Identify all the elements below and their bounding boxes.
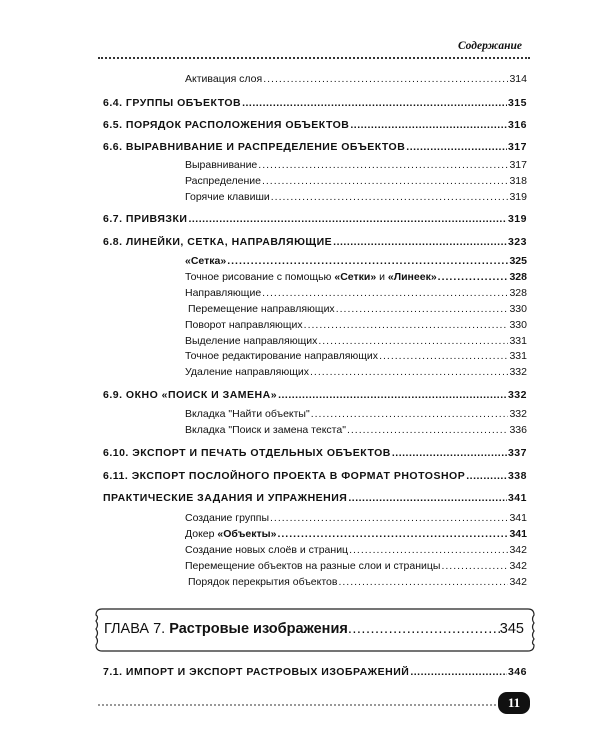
leader-dots (347, 424, 509, 436)
leader-dots (349, 544, 508, 556)
leader-dots (242, 97, 507, 109)
toc-entry (185, 408, 527, 420)
toc-section (103, 389, 527, 401)
leader-dots (271, 191, 509, 203)
toc-section (103, 236, 527, 248)
leader-dots (410, 666, 507, 678)
toc-entry-page: 331 (509, 335, 527, 347)
toc-entry-page: 317 (509, 159, 527, 171)
toc-entry (185, 271, 527, 283)
toc-entry-page: 341 (509, 528, 527, 540)
chapter-heading (104, 621, 524, 637)
leader-dots (348, 621, 500, 637)
toc-entry-page: 342 (509, 576, 527, 588)
toc-section-title: 6.11. ЭКСПОРТ ПОСЛОЙНОГО ПРОЕКТА В ФОРМАТ PHOTOSHOP (103, 470, 466, 482)
toc-section-page: 341 (507, 492, 527, 504)
toc-entry-page: 332 (509, 366, 527, 378)
page-number-badge: 11 (498, 692, 530, 714)
toc-section-page: 323 (507, 236, 527, 248)
toc-entry-title: Вкладка "Поиск и замена текста" (185, 424, 346, 436)
toc-entry (185, 191, 527, 203)
chapter-page: 345 (499, 621, 524, 637)
leader-dots (311, 408, 509, 420)
toc-entry (185, 73, 527, 85)
toc-section-title: 6.5. ПОРЯДОК РАСПОЛОЖЕНИЯ ОБЪЕКТОВ (103, 119, 350, 131)
toc-entry-page: 342 (509, 544, 527, 556)
toc-section-title: 6.10. ЭКСПОРТ И ПЕЧАТЬ ОТДЕЛЬНЫХ ОБЪЕКТОВ (103, 447, 391, 459)
leader-dots (466, 470, 507, 482)
toc-entry (185, 159, 527, 171)
toc-entry-page: 331 (509, 350, 527, 362)
leader-dots (379, 350, 508, 362)
leader-dots (348, 492, 507, 504)
toc-section (103, 492, 527, 504)
toc-entry-title: Докер «Объекты» (185, 528, 277, 540)
toc-section (103, 470, 527, 482)
toc-entry (185, 366, 527, 378)
toc-section-page: 319 (507, 213, 527, 225)
toc-entry-page: 328 (509, 271, 527, 283)
toc-section (103, 141, 527, 153)
toc-entry (185, 319, 527, 331)
toc-section (103, 666, 527, 678)
toc-entry-page: 336 (509, 424, 527, 436)
toc-entry-page: 330 (509, 319, 527, 331)
toc-entry-title: Порядок перекрытия объектов (188, 576, 338, 588)
toc-entry-page: 328 (509, 287, 527, 299)
leader-dots (188, 213, 507, 225)
toc-section-page: 317 (507, 141, 527, 153)
toc-section-page: 338 (507, 470, 527, 482)
toc-entry-title: Создание группы (185, 512, 269, 524)
toc-entry-title: Активация слоя (185, 73, 263, 85)
toc-entry-title: Перемещение объектов на разные слои и страницы (185, 560, 441, 572)
toc-entry-page: 325 (509, 255, 527, 267)
leader-dots (227, 255, 508, 267)
toc-section (103, 213, 527, 225)
toc-entry (185, 560, 527, 572)
leader-dots (406, 141, 507, 153)
leader-dots (392, 447, 507, 459)
running-head: Содержание (457, 40, 522, 52)
toc-entry-title: «Сетка» (185, 255, 227, 267)
toc-entry-title: Выделение направляющих (185, 335, 318, 347)
leader-dots (441, 560, 508, 572)
toc-entry (185, 512, 527, 524)
leader-dots (318, 335, 508, 347)
toc-section-title: 7.1. ИМПОРТ И ЭКСПОРТ РАСТРОВЫХ ИЗОБРАЖЕНИЙ (103, 666, 410, 678)
toc-entry-page: 319 (509, 191, 527, 203)
toc-entry-title: Вкладка "Найти объекты" (185, 408, 310, 420)
toc-entry (185, 528, 527, 540)
toc-section-page: 315 (507, 97, 527, 109)
toc-entry-title: Выравнивание (185, 159, 258, 171)
toc-section-title: 6.7. ПРИВЯЗКИ (103, 213, 188, 225)
toc-entry-page: 341 (509, 512, 527, 524)
leader-dots (336, 303, 509, 315)
toc-section (103, 119, 527, 131)
footer-dotted-rule (98, 704, 496, 706)
toc-section-title: ПРАКТИЧЕСКИЕ ЗАДАНИЯ И УПРАЖНЕНИЯ (103, 492, 348, 504)
toc-entry-page: 342 (509, 560, 527, 572)
leader-dots (262, 175, 509, 187)
toc-entry-page: 332 (509, 408, 527, 420)
leader-dots (277, 528, 508, 540)
toc-entry (188, 303, 527, 315)
leader-dots (438, 271, 509, 283)
toc-section-page: 316 (507, 119, 527, 131)
toc-section-page: 337 (507, 447, 527, 459)
toc-entry (185, 287, 527, 299)
toc-entry (185, 544, 527, 556)
leader-dots (262, 287, 508, 299)
leader-dots (310, 366, 508, 378)
toc-entry-title: Точное редактирование направляющих (185, 350, 379, 362)
header-dotted-rule (98, 57, 530, 59)
toc-section-title: 6.8. ЛИНЕЙКИ, СЕТКА, НАПРАВЛЯЮЩИЕ (103, 236, 333, 248)
chapter-label: ГЛАВА 7. (104, 621, 166, 637)
leader-dots (350, 119, 507, 131)
toc-entry (185, 350, 527, 362)
toc-entry (185, 424, 527, 436)
toc-entry (185, 335, 527, 347)
leader-dots (333, 236, 507, 248)
toc-section (103, 447, 527, 459)
toc-entry-page: 314 (509, 73, 527, 85)
leader-dots (270, 512, 508, 524)
leader-dots (338, 576, 508, 588)
toc-section-page: 346 (507, 666, 527, 678)
leader-dots (304, 319, 509, 331)
toc-entry-title: Горячие клавиши (185, 191, 270, 203)
toc-entry-title: Направляющие (185, 287, 262, 299)
toc-entry (185, 255, 527, 267)
toc-entry-title: Поворот направляющих (185, 319, 303, 331)
toc-entry-title: Распределение (185, 175, 261, 187)
toc-entry-title: Точное рисование с помощью «Сетки» и «Линеек» (185, 271, 437, 283)
toc-section (103, 97, 527, 109)
toc-entry-title: Перемещение направляющих (188, 303, 335, 315)
toc-section-title: 6.6. ВЫРАВНИВАНИЕ И РАСПРЕДЕЛЕНИЕ ОБЪЕКТОВ (103, 141, 406, 153)
toc-entry-page: 318 (509, 175, 527, 187)
toc-section-title: 6.4. ГРУППЫ ОБЪЕКТОВ (103, 97, 242, 109)
toc-section-title: 6.9. ОКНО «ПОИСК И ЗАМЕНА» (103, 389, 278, 401)
toc-entry-page: 330 (509, 303, 527, 315)
toc-section-page: 332 (507, 389, 527, 401)
leader-dots (263, 73, 508, 85)
toc-entry-title: Создание новых слоёв и страниц (185, 544, 349, 556)
leader-dots (258, 159, 508, 171)
toc-entry (188, 576, 527, 588)
toc-entry-title: Удаление направляющих (185, 366, 309, 378)
toc-entry (185, 175, 527, 187)
leader-dots (278, 389, 507, 401)
chapter-title: Растровые изображения (169, 621, 348, 637)
